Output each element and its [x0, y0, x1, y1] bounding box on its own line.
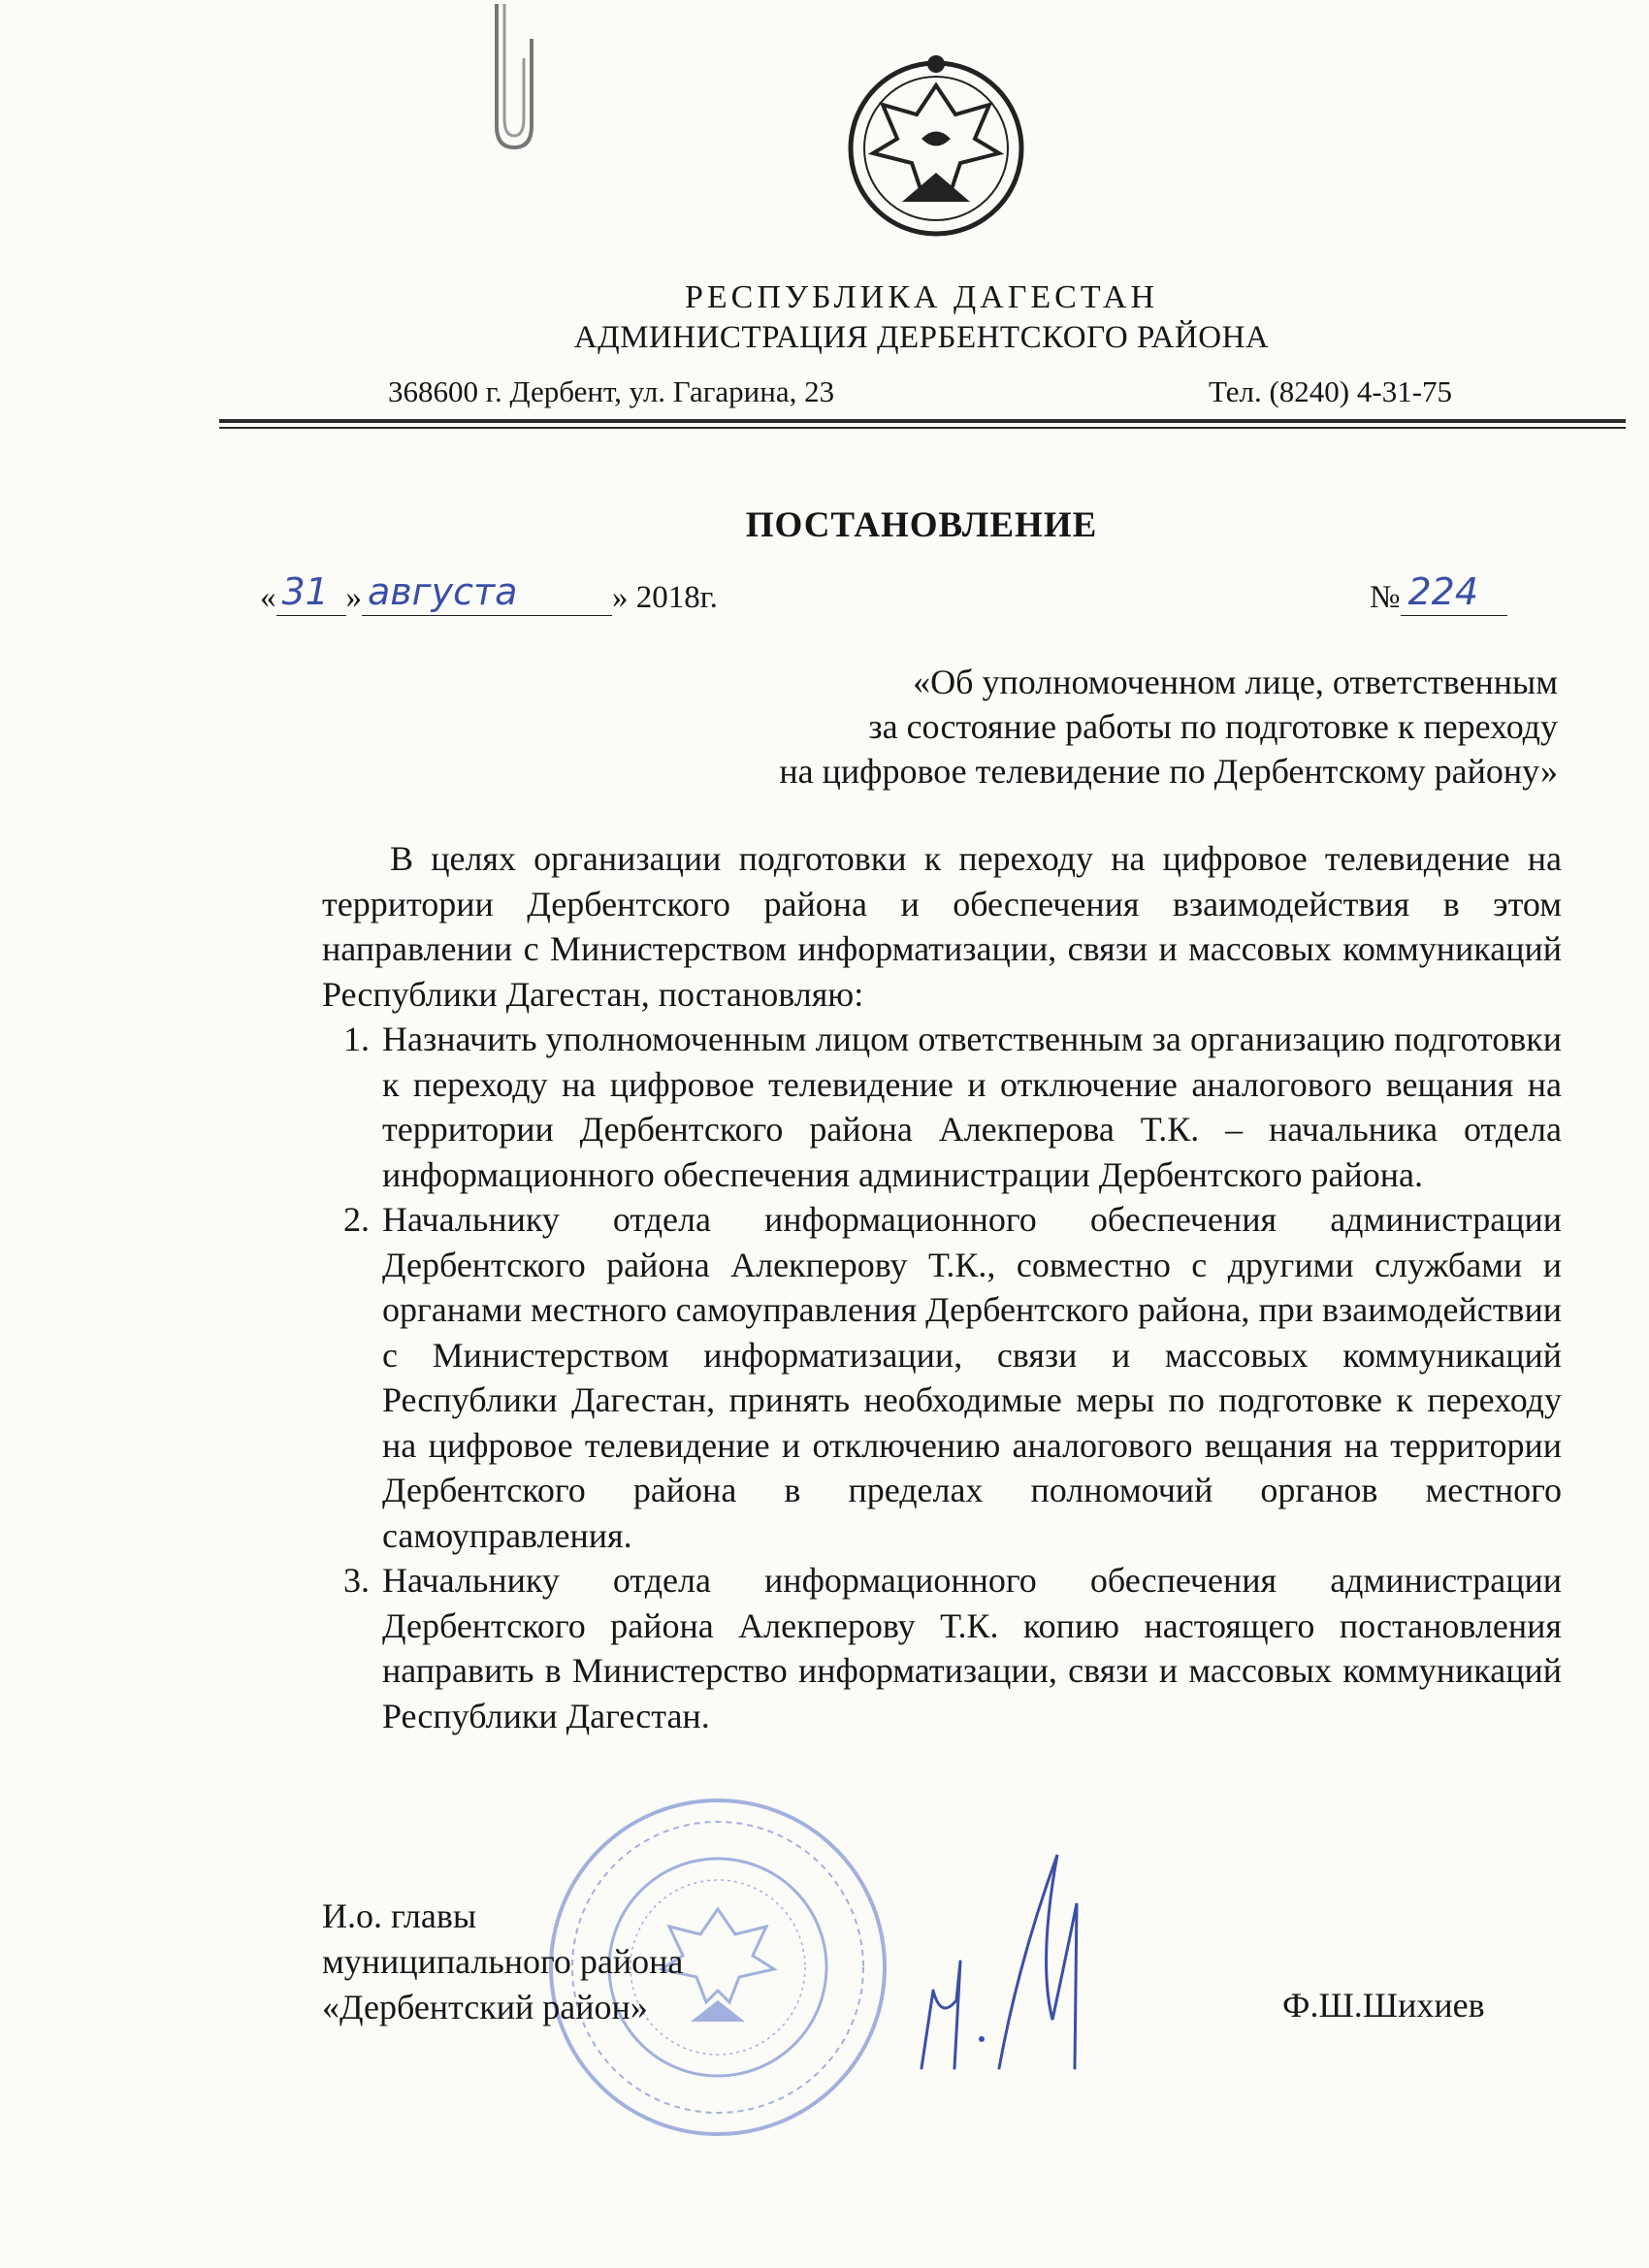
- date-month-handwritten: августа: [368, 570, 518, 613]
- resolution-item: 2. Начальнику отдела информационного обеспечения администрации Дербентского района Алекперову Т.К., совместно с другими службами и органами местного самоуправления Дербентского района, при взаимодействии с Министерством информатизации, связи и массовых коммуникаций Республики Дагестан, принять необходимые меры по подготовке к переходу на цифровое телевидение и отключению аналогового вещания на территории Дербентского района в пределах полномочий органов местного самоуправления.: [378, 1197, 1562, 1558]
- position-line: И.о. главы: [322, 1896, 477, 1935]
- resolution-item: 1. Назначить уполномоченным лицом ответственным за организацию подготовки к переходу на цифровое телевидение и отключение аналогового вещания на территории Дербентского района Алекперова Т.К. – начальника отдела информационного обеспечения администрации Дербентского района.: [378, 1017, 1562, 1197]
- subject-line: за состояние работы по подготовке к переходу: [868, 707, 1558, 746]
- number-label: №: [1370, 580, 1401, 615]
- dagestan-coat-of-arms-icon: [844, 47, 1028, 250]
- document-number: [1370, 570, 1507, 616]
- date-month-field: [362, 570, 612, 616]
- signatory-position: [322, 1894, 683, 2030]
- document-title: ПОСТАНОВЛЕНИЕ: [745, 505, 1098, 545]
- subject-line: «Об уполномоченном лице, ответственным: [913, 663, 1558, 701]
- resolution-items: [322, 1017, 1562, 1738]
- phone-number: Тел. (8240) 4-31-75: [1209, 374, 1453, 408]
- date-year: » 2018г.: [612, 580, 718, 615]
- preamble: В целях организации подготовки к переходу на цифровое телевидение на территории Дербентского района и обеспечения взаимодействия в этом направлении с Министерством информатизации, связи и массовых коммуникаций Республики Дагестан, постановляю:: [322, 839, 1562, 1014]
- position-line: «Дербентский район»: [322, 1988, 648, 2026]
- republic-heading: РЕСПУБЛИКА ДАГЕСТАН: [684, 279, 1159, 315]
- number-handwritten: 224: [1407, 570, 1479, 613]
- number-field: [1401, 570, 1507, 616]
- subject-line: на цифровое телевидение по Дербентскому району»: [779, 752, 1558, 791]
- handwritten-signature-icon: [912, 1845, 1106, 2078]
- signatory-name: Ф.Ш.Шихиев: [1282, 1986, 1485, 2025]
- position-line: муниципального района: [322, 1942, 684, 1981]
- date-mid-quote: »: [345, 580, 362, 615]
- document-body: [322, 836, 1562, 1738]
- header-rule-thick: [219, 419, 1626, 423]
- date-day-handwritten: 31: [281, 570, 329, 613]
- resolution-item: 3. Начальнику отдела информационного обеспечения администрации Дербентского района Алекперову Т.К. копию настоящего постановления направить в Министерство информатизации, связи и массовых коммуникаций Республики Дагестан.: [378, 1558, 1562, 1738]
- date-open-quote: «: [260, 580, 276, 615]
- date-day-field: [276, 570, 346, 616]
- administration-heading: АДМИНИСТРАЦИЯ ДЕРБЕНТСКОГО РАЙОНА: [573, 320, 1270, 355]
- paperclip-icon: [483, 0, 541, 155]
- document-subject: [685, 660, 1558, 794]
- address: 368600 г. Дербент, ул. Гагарина, 23: [388, 374, 835, 408]
- header-rule-thin: [219, 427, 1626, 429]
- document-date: [260, 570, 718, 616]
